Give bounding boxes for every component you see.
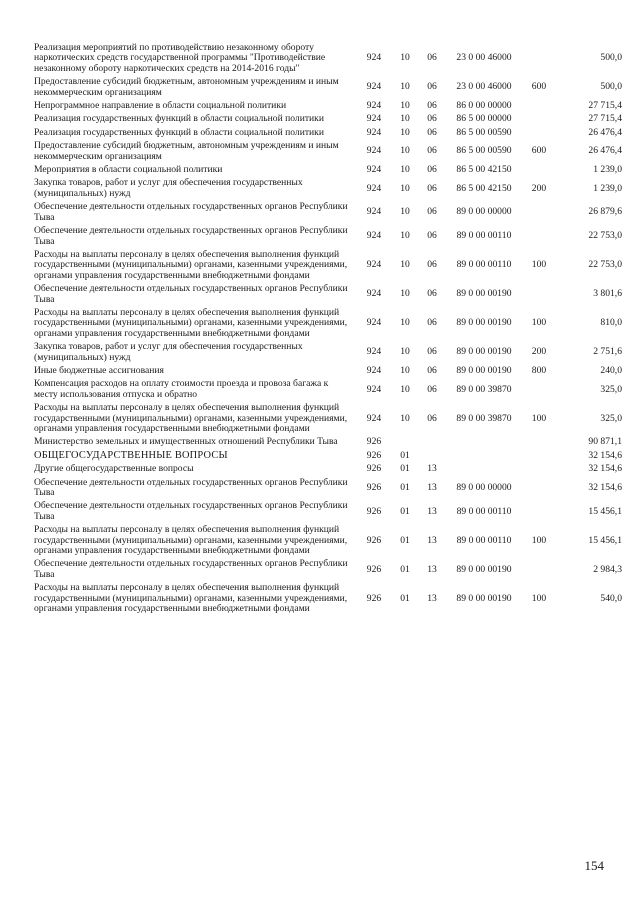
subsection-code: 06 — [427, 81, 437, 93]
expense-type-code — [522, 378, 556, 402]
amount: 15 456,1 — [588, 534, 622, 546]
section-code: 10 — [400, 317, 410, 329]
expense-type-code: 800 — [531, 364, 547, 376]
department-code: 924 — [366, 182, 382, 194]
row-description: Закупка товаров, работ и услуг для обеспечения государственных (муниципальных) нужд — [34, 341, 303, 363]
department-code: 926 — [366, 563, 382, 575]
department-code: 924 — [366, 364, 382, 376]
subsection-code: 06 — [427, 182, 437, 194]
table-row — [34, 100, 622, 113]
row-description: Обеспечение деятельности отдельных государственных органов Республики Тыва — [34, 201, 348, 223]
department-code: 924 — [366, 346, 382, 358]
row-description: Расходы на выплаты персоналу в целях обеспечения выполнения функций государственными (муниципальными) органами, казенными учреждениями, органами управления государственными внебюджетными фондами — [34, 248, 348, 281]
subsection-code: 06 — [427, 100, 437, 112]
subsection-code: 06 — [427, 288, 437, 300]
row-description: Непрограммное направление в области социальной политики — [34, 100, 287, 112]
row-description: Другие общегосударственные вопросы — [34, 463, 194, 475]
table-row — [34, 113, 622, 126]
section-code: 10 — [400, 145, 410, 157]
subsection-code: 06 — [427, 346, 437, 358]
table-row — [34, 341, 622, 365]
table-row — [34, 307, 622, 341]
expense-type-code — [522, 558, 556, 582]
amount: 540,0 — [600, 592, 622, 604]
subsection-code: 06 — [427, 113, 437, 125]
row-description: Закупка товаров, работ и услуг для обеспечения государственных (муниципальных) нужд — [34, 177, 303, 199]
section-code: 10 — [400, 364, 410, 376]
table-row — [34, 365, 622, 378]
subsection-code: 06 — [427, 126, 437, 138]
amount: 325,0 — [600, 412, 622, 424]
table-row — [34, 436, 622, 449]
department-code: 924 — [366, 113, 382, 125]
subsection-code: 06 — [427, 412, 437, 424]
department-code: 924 — [366, 52, 382, 64]
row-description: Расходы на выплаты персоналу в целях обеспечения выполнения функций государственными (муниципальными) органами, казенными учреждениями, органами управления государственными внебюджетными фондами — [34, 524, 348, 557]
row-description: Мероприятия в области социальной политики — [34, 164, 223, 176]
department-code: 926 — [366, 534, 382, 546]
expense-type-code — [522, 201, 556, 225]
section-code: 10 — [400, 126, 410, 138]
subsection-code: 13 — [427, 505, 437, 517]
section-code: 01 — [400, 534, 410, 546]
expense-type-code — [522, 42, 556, 76]
expense-type-code — [522, 113, 556, 126]
subsection-code: 13 — [427, 463, 437, 475]
amount: 32 154,6 — [588, 463, 622, 475]
expense-type-code: 100 — [531, 259, 547, 271]
expense-type-code — [522, 164, 556, 177]
row-description: Иные бюджетные ассигнования — [34, 364, 164, 376]
target-article-code: 89 0 00 00110 — [456, 230, 512, 242]
target-article-code: 89 0 00 00190 — [456, 288, 512, 300]
section-code: 01 — [400, 592, 410, 604]
amount: 27 715,4 — [588, 100, 622, 112]
row-description: Расходы на выплаты персоналу в целях обеспечения выполнения функций государственными (муниципальными) органами, казенными учреждениями, органами управления государственными внебюджетными фондами — [34, 402, 348, 434]
target-article-code: 89 0 00 39870 — [456, 383, 512, 395]
target-article-code — [446, 463, 522, 476]
target-article-code: 89 0 00 00190 — [456, 364, 512, 376]
expense-type-code: 100 — [531, 412, 547, 424]
department-code: 924 — [366, 259, 382, 271]
table-row — [34, 249, 622, 283]
subsection-code: 06 — [427, 145, 437, 157]
section-code: 10 — [400, 182, 410, 194]
section-code: 10 — [400, 164, 410, 176]
department-code: 924 — [366, 164, 382, 176]
department-code: 924 — [366, 126, 382, 138]
subsection-code: 13 — [427, 563, 437, 575]
table-row — [34, 201, 622, 225]
target-article-code: 23 0 00 46000 — [456, 81, 512, 93]
target-article-code: 89 0 00 00110 — [456, 534, 512, 546]
department-code: 926 — [366, 449, 382, 461]
expense-type-code — [522, 500, 556, 524]
row-description: Компенсация расходов на оплату стоимости проезда и провоза багажа к месту использования отпуска и обратно — [34, 378, 329, 400]
section-code: 10 — [400, 383, 410, 395]
department-code: 924 — [366, 383, 382, 395]
amount: 32 154,6 — [588, 481, 622, 493]
table-row — [34, 378, 622, 402]
expense-type-code: 600 — [531, 145, 547, 157]
subsection-code — [418, 450, 446, 463]
target-article-code: 89 0 00 00190 — [456, 592, 512, 604]
expense-type-code — [522, 283, 556, 307]
amount: 1 239,0 — [593, 182, 622, 194]
row-description: Расходы на выплаты персоналу в целях обеспечения выполнения функций государственными (муниципальными) органами, казенными учреждениями, органами управления государственными внебюджетными фондами — [34, 306, 348, 339]
row-description: Обеспечение деятельности отдельных государственных органов Республики Тыва — [34, 225, 348, 247]
table-row — [34, 558, 622, 582]
section-code: 10 — [400, 288, 410, 300]
row-description: Реализация мероприятий по противодействию незаконному обороту наркотических средств государственной программы "Противодействие незаконному обороту наркотических средств на 2014-2016 годы" — [34, 42, 326, 74]
subsection-code: 06 — [427, 364, 437, 376]
department-code: 926 — [366, 505, 382, 517]
amount: 90 871,1 — [588, 436, 622, 448]
target-article-code: 86 0 00 00000 — [456, 100, 512, 112]
table-row — [34, 225, 622, 249]
expense-type-code: 100 — [531, 592, 547, 604]
subsection-code: 06 — [427, 206, 437, 218]
amount: 27 715,4 — [588, 113, 622, 125]
section-code: 10 — [400, 52, 410, 64]
department-code: 924 — [366, 230, 382, 242]
expense-type-code — [522, 436, 556, 449]
target-article-code: 89 0 00 00000 — [456, 481, 512, 493]
row-description: Обеспечение деятельности отдельных государственных органов Республики Тыва — [34, 500, 348, 522]
subsection-code: 13 — [427, 592, 437, 604]
subsection-code: 13 — [427, 481, 437, 493]
row-description: Министерство земельных и имущественных отношений Республики Тыва — [34, 436, 338, 448]
row-description: Обеспечение деятельности отдельных государственных органов Республики Тыва — [34, 283, 348, 305]
expense-type-code — [522, 100, 556, 113]
table-row — [34, 450, 622, 463]
subsection-code: 06 — [427, 383, 437, 395]
section-code: 10 — [400, 100, 410, 112]
expense-type-code: 200 — [531, 346, 547, 358]
row-description: Обеспечение деятельности отдельных государственных органов Республики Тыва — [34, 476, 348, 499]
table-row — [34, 140, 622, 164]
expense-type-code: 100 — [531, 534, 547, 546]
section-code: 01 — [400, 505, 410, 517]
table-row — [34, 477, 622, 501]
amount: 810,0 — [600, 317, 622, 329]
expense-type-code: 200 — [531, 182, 547, 194]
department-code: 924 — [366, 317, 382, 329]
department-code: 926 — [366, 592, 382, 604]
section-code: 10 — [400, 230, 410, 242]
section-code: 01 — [400, 449, 410, 461]
table-row — [34, 177, 622, 201]
section-code: 01 — [400, 481, 410, 493]
subsection-code: 06 — [427, 259, 437, 271]
target-article-code: 23 0 00 46000 — [456, 52, 512, 64]
section-code: 10 — [400, 412, 410, 424]
amount: 1 239,0 — [593, 164, 622, 176]
amount: 15 456,1 — [588, 505, 622, 517]
expense-type-code: 600 — [531, 81, 547, 93]
row-description: Предоставление субсидий бюджетным, автономным учреждениям и иным некоммерческим организациям — [34, 76, 339, 98]
table-row — [34, 402, 622, 436]
amount: 26 879,6 — [588, 206, 622, 218]
target-article-code: 89 0 00 00000 — [456, 206, 512, 218]
subsection-code: 06 — [427, 52, 437, 64]
table-row — [34, 463, 622, 476]
department-code: 924 — [366, 81, 382, 93]
department-code: 924 — [366, 412, 382, 424]
target-article-code: 89 0 00 00190 — [456, 563, 512, 575]
expense-type-code — [522, 225, 556, 249]
target-article-code — [446, 450, 522, 463]
expense-type-code: 100 — [531, 317, 547, 329]
row-description: ОБЩЕГОСУДАРСТВЕННЫЕ ВОПРОСЫ — [34, 449, 228, 461]
department-code: 924 — [366, 145, 382, 157]
row-description: Предоставление субсидий бюджетным, автономным учреждениям и иным некоммерческим организациям — [34, 140, 339, 162]
row-description: Реализация государственных функций в области социальной политики — [34, 113, 324, 125]
section-code: 01 — [400, 563, 410, 575]
table-row — [34, 524, 622, 558]
department-code: 924 — [366, 206, 382, 218]
amount: 22 753,0 — [588, 259, 622, 271]
subsection-code: 13 — [427, 534, 437, 546]
subsection-code: 06 — [427, 164, 437, 176]
department-code: 926 — [366, 463, 382, 475]
target-article-code: 86 5 00 00590 — [456, 145, 512, 157]
department-code: 924 — [366, 100, 382, 112]
row-description: Расходы на выплаты персоналу в целях обеспечения выполнения функций государственными (муниципальными) органами, казенными учреждениями, органами управления государственными внебюджетными фондами — [34, 582, 348, 615]
subsection-code: 06 — [427, 317, 437, 329]
amount: 22 753,0 — [588, 230, 622, 242]
amount: 2 984,3 — [593, 563, 622, 575]
section-code: 10 — [400, 346, 410, 358]
expense-type-code — [522, 463, 556, 476]
amount: 500,0 — [600, 81, 622, 93]
subsection-code — [418, 436, 446, 449]
target-article-code: 89 0 00 00190 — [456, 346, 512, 358]
table-row — [34, 164, 622, 177]
department-code: 924 — [366, 288, 382, 300]
section-code: 10 — [400, 81, 410, 93]
target-article-code: 89 0 00 00110 — [456, 505, 512, 517]
department-code: 926 — [366, 436, 382, 448]
table-row — [34, 283, 622, 307]
section-code — [392, 436, 418, 449]
expense-type-code — [522, 127, 556, 140]
target-article-code: 86 5 00 00000 — [456, 113, 512, 125]
amount: 26 476,4 — [588, 145, 622, 157]
amount: 240,0 — [600, 364, 622, 376]
page-number: 154 — [584, 858, 604, 873]
table-row — [34, 42, 622, 76]
target-article-code: 89 0 00 39870 — [456, 412, 512, 424]
expense-type-code — [522, 477, 556, 501]
amount: 26 476,4 — [588, 126, 622, 138]
target-article-code: 86 5 00 42150 — [456, 182, 512, 194]
target-article-code: 89 0 00 00190 — [456, 317, 512, 329]
table-row — [34, 127, 622, 140]
target-article-code: 86 5 00 00590 — [456, 126, 512, 138]
table-row — [34, 76, 622, 100]
section-code: 10 — [400, 206, 410, 218]
subsection-code: 06 — [427, 230, 437, 242]
row-description: Реализация государственных функций в области социальной политики — [34, 126, 324, 138]
amount: 325,0 — [600, 383, 622, 395]
expense-type-code — [522, 450, 556, 463]
section-code: 10 — [400, 113, 410, 125]
amount: 32 154,6 — [588, 449, 622, 461]
department-code: 926 — [366, 481, 382, 493]
amount: 3 801,6 — [593, 288, 622, 300]
budget-rows — [34, 42, 622, 617]
target-article-code — [446, 436, 522, 449]
row-description: Обеспечение деятельности отдельных государственных органов Республики Тыва — [34, 558, 348, 580]
table-row — [34, 500, 622, 524]
section-code: 01 — [400, 463, 410, 475]
amount: 2 751,6 — [593, 346, 622, 358]
budget-table — [34, 42, 622, 617]
target-article-code: 86 5 00 42150 — [456, 164, 512, 176]
target-article-code: 89 0 00 00110 — [456, 259, 512, 271]
amount: 500,0 — [600, 52, 622, 64]
section-code: 10 — [400, 259, 410, 271]
table-row — [34, 582, 622, 616]
